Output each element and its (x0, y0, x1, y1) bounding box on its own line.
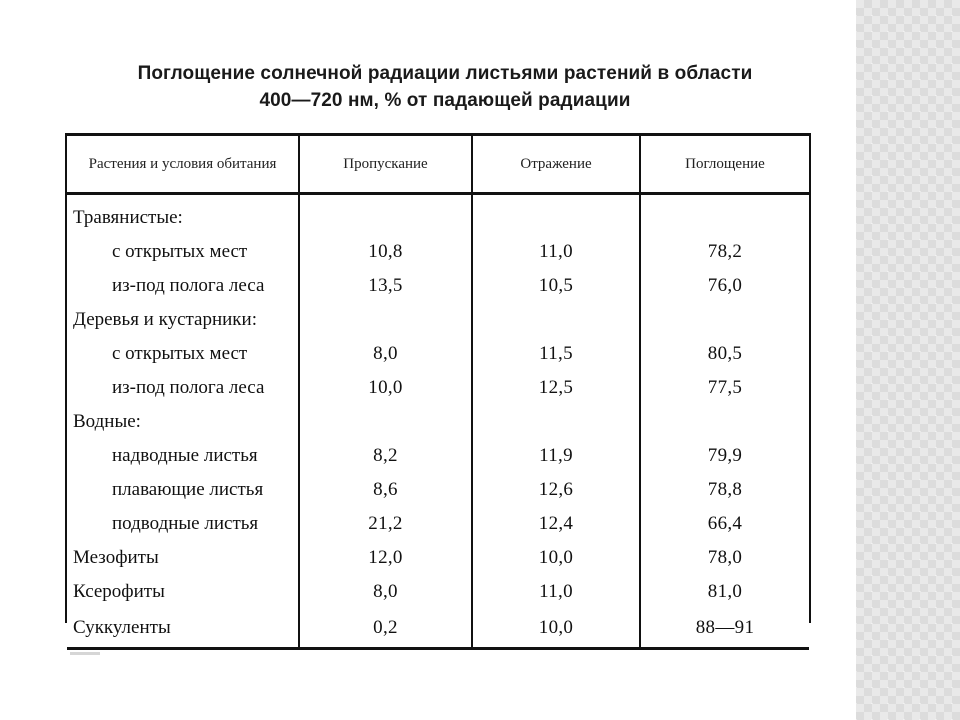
table-row (67, 405, 809, 439)
cell-absorption (640, 194, 809, 236)
row-label: надводные листья (112, 445, 258, 466)
cell-reflection: 10,0 (472, 609, 640, 649)
cell-transmission: 8,0 (299, 575, 472, 609)
row-label: Суккуленты (67, 609, 299, 649)
cell-reflection (472, 194, 640, 236)
table-header-row (67, 135, 809, 194)
table-row (67, 235, 809, 269)
cell-reflection: 11,0 (472, 575, 640, 609)
table-row (67, 303, 809, 337)
row-label: из-под полога леса (112, 377, 265, 398)
cell-absorption (640, 405, 809, 439)
header-plants: Растения и условия обитания (67, 135, 299, 194)
header-reflection: Отражение (472, 135, 640, 194)
cell-transmission: 8,6 (299, 473, 472, 507)
cell-transmission: 8,0 (299, 337, 472, 371)
table-row (67, 371, 809, 405)
cell-absorption: 78,0 (640, 541, 809, 575)
cell-transmission: 0,2 (299, 609, 472, 649)
row-label: плавающие листья (112, 479, 264, 500)
cell-transmission: 12,0 (299, 541, 472, 575)
page-title (60, 60, 830, 114)
table-row (67, 609, 809, 649)
cell-transmission: 21,2 (299, 507, 472, 541)
cell-reflection: 10,5 (472, 269, 640, 303)
scan-artifact (70, 652, 100, 655)
cell-reflection: 12,5 (472, 371, 640, 405)
table-row (67, 575, 809, 609)
data-table-container (67, 133, 809, 638)
cell-reflection: 12,4 (472, 507, 640, 541)
cell-transmission (299, 303, 472, 337)
cell-transmission: 13,5 (299, 269, 472, 303)
cell-reflection: 12,6 (472, 473, 640, 507)
data-table (67, 133, 809, 650)
cell-reflection (472, 303, 640, 337)
cell-absorption: 78,8 (640, 473, 809, 507)
cell-absorption: 81,0 (640, 575, 809, 609)
cell-absorption: 77,5 (640, 371, 809, 405)
cell-reflection: 11,0 (472, 235, 640, 269)
table-body (67, 194, 809, 649)
cell-absorption (640, 303, 809, 337)
cell-absorption: 79,9 (640, 439, 809, 473)
table-row (67, 269, 809, 303)
row-label: Деревья и кустарники: (73, 309, 257, 330)
table-row (67, 337, 809, 371)
title-line-1: Поглощение солнечной радиации листьями растений в области (137, 63, 753, 84)
cell-reflection: 10,0 (472, 541, 640, 575)
table-row (67, 194, 809, 236)
cell-transmission (299, 405, 472, 439)
table-left-border (65, 133, 67, 623)
table-row (67, 507, 809, 541)
decorative-pattern-strip (856, 0, 960, 720)
header-transmission: Пропускание (299, 135, 472, 194)
row-label: с открытых мест (112, 343, 248, 364)
row-label: Травянистые: (73, 207, 183, 228)
table-row (67, 439, 809, 473)
cell-reflection (472, 405, 640, 439)
table-row (67, 541, 809, 575)
cell-transmission: 8,2 (299, 439, 472, 473)
header-absorption: Поглощение (640, 135, 809, 194)
cell-absorption: 80,5 (640, 337, 809, 371)
cell-absorption: 76,0 (640, 269, 809, 303)
cell-absorption: 66,4 (640, 507, 809, 541)
cell-transmission: 10,8 (299, 235, 472, 269)
title-line-2: 400—720 нм, % от падающей радиации (259, 90, 631, 111)
row-label: с открытых мест (112, 241, 248, 262)
row-label: Ксерофиты (73, 581, 165, 602)
cell-absorption: 88—91 (640, 609, 809, 649)
row-label: Водные: (73, 411, 141, 432)
cell-reflection: 11,5 (472, 337, 640, 371)
cell-absorption: 78,2 (640, 235, 809, 269)
cell-transmission: 10,0 (299, 371, 472, 405)
table-right-border (809, 133, 811, 623)
cell-reflection: 11,9 (472, 439, 640, 473)
row-label: подводные листья (112, 513, 259, 534)
cell-transmission (299, 194, 472, 236)
row-label: из-под полога леса (112, 275, 265, 296)
table-row (67, 473, 809, 507)
row-label: Мезофиты (73, 547, 159, 568)
